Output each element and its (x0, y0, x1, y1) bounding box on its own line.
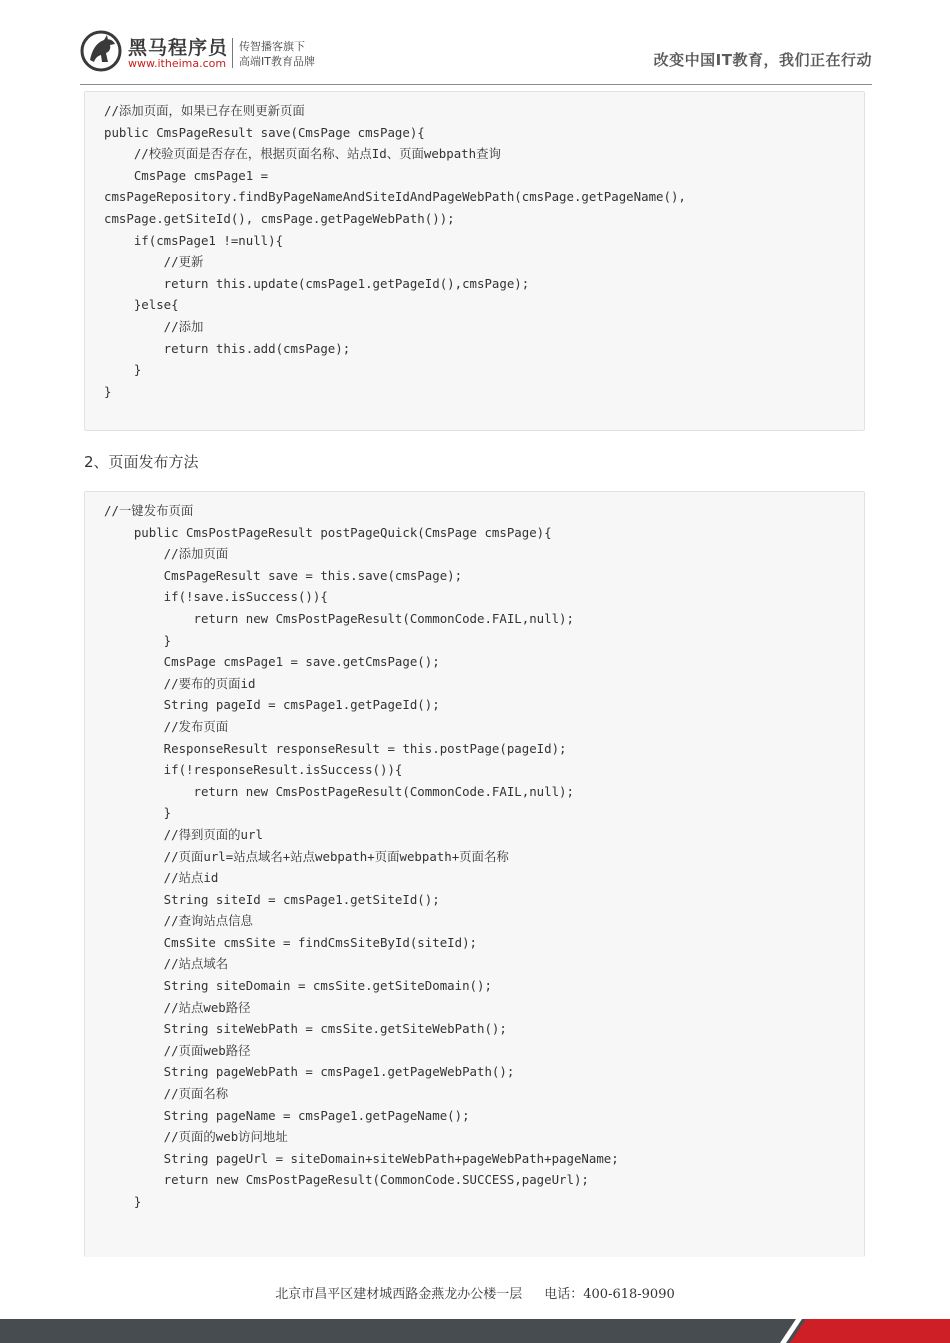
footer-address: 北京市昌平区建材城西路金燕龙办公楼一层 (275, 1287, 523, 1302)
footer-contact (0, 1283, 950, 1302)
brand-tagline-2: 高端IT教育品牌 (239, 55, 315, 68)
horse-logo-icon (80, 30, 124, 72)
brand-url: www.itheima.com (128, 57, 227, 70)
code-text: //添加页面，如果已存在则更新页面 public CmsPageResult save(CmsPage cmsPage){ //校验页面是否存在，根据页面名称、站点Id、页面webpath查询 CmsPage cmsPage1 = cmsPageRepository.findByPageNameAndSiteIdAndPageWebPath(cmsPage.getPageName(), cmsPage.getSiteId(), cmsPage.getPageWebPath()); if(cmsPage1 !=null){ //更新 return this.update(cmsPage1.getPageId(),cmsPage); }else{ //添加 return this.add(cmsPage); } } (104, 103, 686, 399)
brand-logo (80, 28, 340, 74)
header-slogan: 改变中国IT教育，我们正在行动 (653, 51, 872, 69)
brand-divider (232, 38, 233, 68)
footer-phone: 电话：400-618-9090 (544, 1287, 675, 1302)
code-block-post-page-quick (84, 491, 865, 1257)
code-text: //一键发布页面 public CmsPostPageResult postPageQuick(CmsPage cmsPage){ //添加页面 CmsPageResult save = this.save(cmsPage); if(!save.isSuccess()){ return new CmsPostPageResult(CommonCode.FAIL,null); } CmsPage cmsPage1 = save.getCmsPage(); //要布的页面id String pageId = cmsPage1.getPageId(); //发布页面 ResponseResult responseResult = this.postPage(pageId); if(!responseResult.isSuccess()){ return new CmsPostPageResult(CommonCode.FAIL,null); } //得到页面的url //页面url=站点域名+站点webpath+页面webpath+页面名称 //站点id String siteId = cmsPage1.getSiteId(); //查询站点信息 CmsSite cmsSite = findCmsSiteById(siteId); //站点域名 String siteDomain = cmsSite.getSiteDomain(); //站点web路径 String siteWebPath = cmsSite.getSiteWebPath(); //页面web路径 String pageWebPath = cmsPage1.getPageWebPath(); //页面名称 String pageName = cmsPage1.getPageName(); //页面的web访问地址 String pageUrl = siteDomain+siteWebPath+pageWebPath+pageName; return new CmsPostPageResult(CommonCode.SUCCESS,pageUrl); } (104, 503, 619, 1209)
code-block-save (84, 91, 865, 431)
brand-tagline-1: 传智播客旗下 (239, 40, 305, 53)
section-heading: 2、页面发布方法 (84, 453, 199, 471)
header-divider (80, 84, 872, 85)
page-header (0, 0, 950, 86)
footer-bar (0, 1319, 950, 1343)
brand-name: 黑马程序员 (128, 37, 229, 59)
footer-accent-stripe (790, 1319, 950, 1343)
